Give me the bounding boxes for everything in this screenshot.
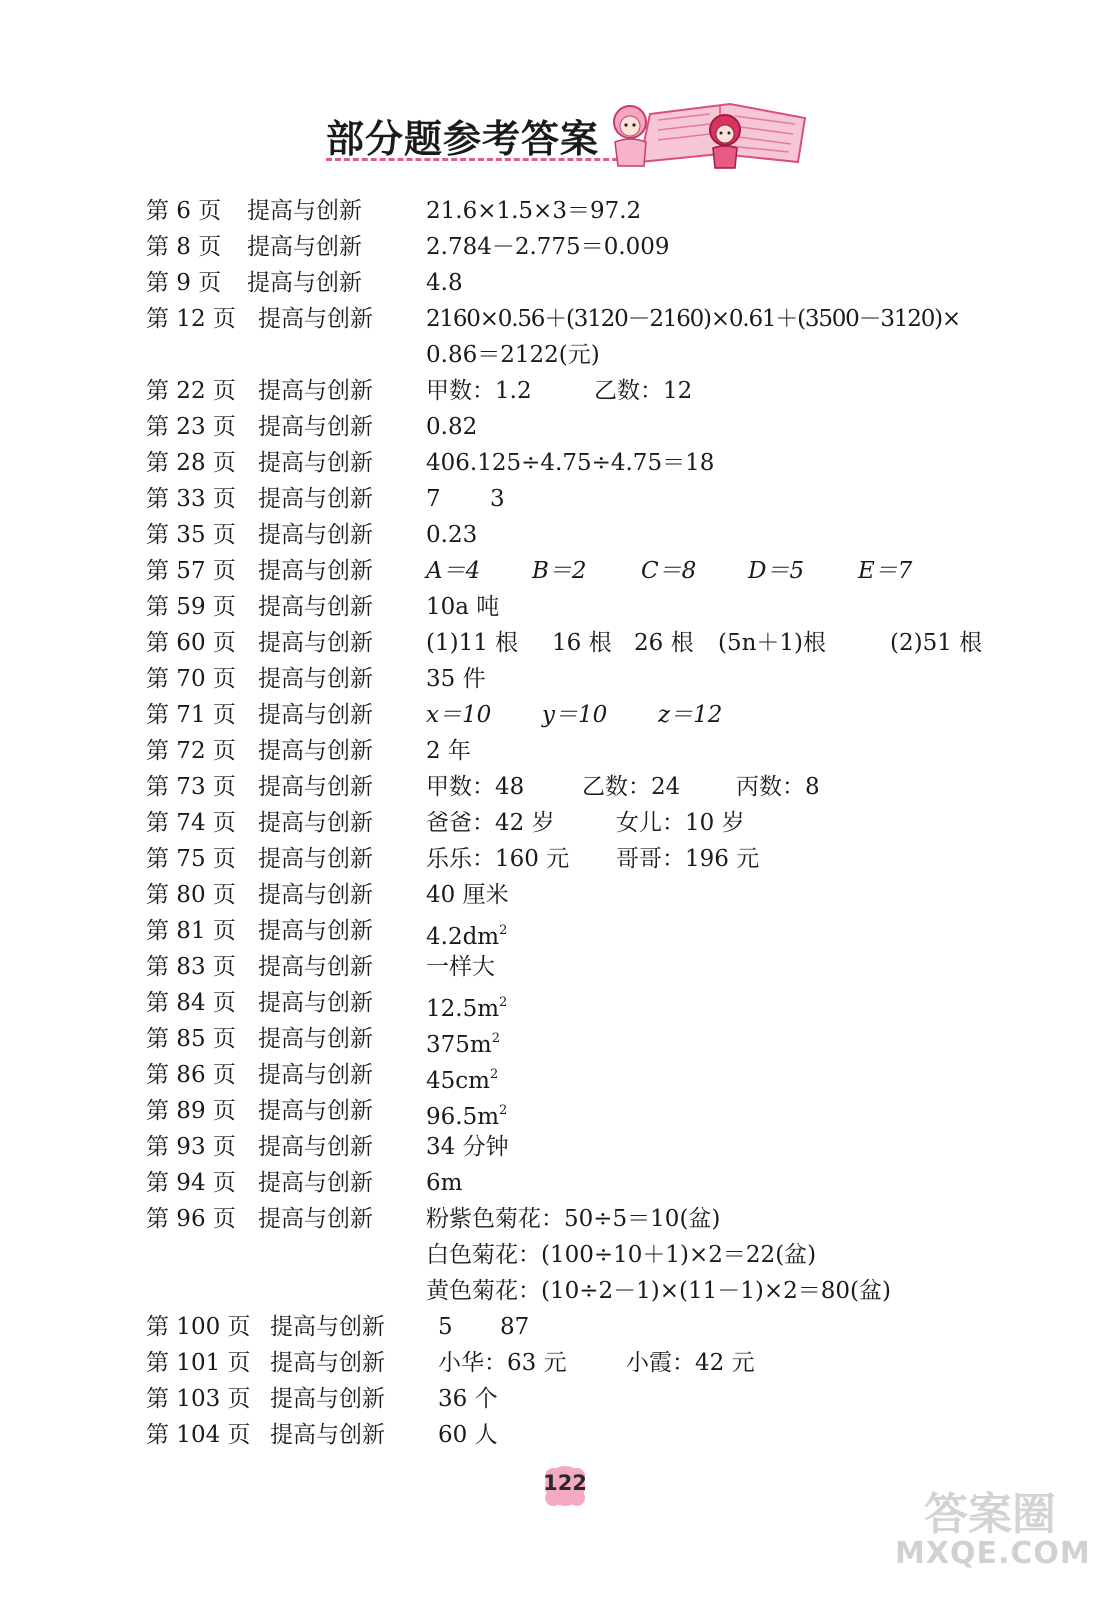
entry-answer: $45cm^2$ bbox=[426, 1067, 499, 1094]
entry-label: 提高与创新 bbox=[247, 270, 362, 296]
entry-answer: 爸爸：42 岁 女儿：10 岁 bbox=[426, 810, 745, 836]
entry-label: 提高与创新 bbox=[258, 918, 373, 944]
entry-answer: 白色菊花：(100÷10＋1)×2＝22(盆) bbox=[426, 1242, 817, 1268]
entry-answer: 6m bbox=[426, 1170, 463, 1196]
entry-page: 第 12 页 bbox=[146, 306, 236, 332]
entry-page: 第 72 页 bbox=[146, 738, 236, 764]
entry-label: 提高与创新 bbox=[258, 666, 373, 692]
watermark-logo: 答案圈 bbox=[924, 1489, 1056, 1540]
entry-answer: $96.5m^2$ bbox=[426, 1103, 508, 1130]
entry-label: 提高与创新 bbox=[258, 1170, 373, 1196]
entry-label: 提高与创新 bbox=[258, 1134, 373, 1160]
entry-label: 提高与创新 bbox=[258, 1206, 373, 1232]
entry-page: 第 81 页 bbox=[146, 918, 236, 944]
entry-answer: 0.82 bbox=[426, 414, 478, 440]
entry-label: 提高与创新 bbox=[258, 774, 373, 800]
entry-page: 第 9 页 bbox=[146, 270, 222, 296]
entry-page: 第 86 页 bbox=[146, 1062, 236, 1088]
entry-answer: $12.5m^2$ bbox=[426, 995, 508, 1022]
title-underline bbox=[326, 158, 636, 161]
entry-page: 第 6 页 bbox=[146, 198, 222, 224]
entry-page: 第 35 页 bbox=[146, 522, 236, 548]
entry-answer: $375m^2$ bbox=[426, 1031, 500, 1058]
entry-label: 提高与创新 bbox=[258, 378, 373, 404]
watermark bbox=[895, 1478, 1091, 1588]
page-number: 122 bbox=[543, 1471, 587, 1495]
entry-label: 提高与创新 bbox=[270, 1350, 385, 1376]
reading-kids-illustration bbox=[610, 96, 810, 176]
entry-label: 提高与创新 bbox=[270, 1314, 385, 1340]
entry-page: 第 28 页 bbox=[146, 450, 236, 476]
entry-answer: 一样大 bbox=[426, 954, 495, 980]
entry-answer: 406.125÷4.75÷4.75＝18 bbox=[426, 450, 715, 476]
entry-answer: 35 件 bbox=[426, 666, 486, 692]
title-banner bbox=[320, 96, 820, 176]
entry-page: 第 80 页 bbox=[146, 882, 236, 908]
entry-page: 第 73 页 bbox=[146, 774, 236, 800]
entry-page: 第 104 页 bbox=[146, 1422, 251, 1448]
entry-answer: 34 分钟 bbox=[426, 1134, 509, 1160]
entry-label: 提高与创新 bbox=[258, 630, 373, 656]
entry-answer: 4.8 bbox=[426, 270, 463, 296]
entry-label: 提高与创新 bbox=[258, 738, 373, 764]
entry-answer: 黄色菊花：(10÷2－1)×(11－1)×2＝80(盆) bbox=[426, 1278, 891, 1304]
entry-answer: 0.23 bbox=[426, 522, 478, 548]
entry-page: 第 83 页 bbox=[146, 954, 236, 980]
entry-answer: 21.6×1.5×3＝97.2 bbox=[426, 198, 642, 224]
entry-page: 第 101 页 bbox=[146, 1350, 251, 1376]
entry-answer: 0.86＝2122(元) bbox=[426, 342, 600, 368]
entry-page: 第 103 页 bbox=[146, 1386, 251, 1412]
entry-label: 提高与创新 bbox=[258, 882, 373, 908]
entry-answer: 2 年 bbox=[426, 738, 471, 764]
entry-page: 第 22 页 bbox=[146, 378, 236, 404]
entry-answer: 7 3 bbox=[426, 486, 505, 512]
entry-label: 提高与创新 bbox=[258, 1062, 373, 1088]
entry-label: 提高与创新 bbox=[258, 306, 373, 332]
entry-answer: 36 个 bbox=[438, 1386, 498, 1412]
entry-answer: 10a 吨 bbox=[426, 594, 500, 620]
entry-label: 提高与创新 bbox=[270, 1422, 385, 1448]
entry-label: 提高与创新 bbox=[258, 1098, 373, 1124]
entry-page: 第 75 页 bbox=[146, 846, 236, 872]
entry-label: 提高与创新 bbox=[258, 810, 373, 836]
entry-page: 第 71 页 bbox=[146, 702, 236, 728]
entry-label: 提高与创新 bbox=[270, 1386, 385, 1412]
entry-label: 提高与创新 bbox=[258, 486, 373, 512]
entry-answer: x＝10 y＝10 z＝12 bbox=[426, 702, 723, 728]
entry-page: 第 33 页 bbox=[146, 486, 236, 512]
entry-page: 第 89 页 bbox=[146, 1098, 236, 1124]
entry-answer: 甲数：1.2 乙数：12 bbox=[426, 378, 693, 404]
entry-label: 提高与创新 bbox=[258, 1026, 373, 1052]
entry-label: 提高与创新 bbox=[258, 558, 373, 584]
entry-answer: $4.2dm^2$ bbox=[426, 923, 508, 950]
entry-label: 提高与创新 bbox=[258, 594, 373, 620]
entry-page: 第 96 页 bbox=[146, 1206, 236, 1232]
entry-label: 提高与创新 bbox=[258, 990, 373, 1016]
entry-answer: (1)11 根 16 根 26 根 (5n＋1)根 (2)51 根 bbox=[426, 630, 983, 656]
entry-answer: 60 人 bbox=[438, 1422, 498, 1448]
page-number-badge bbox=[541, 1462, 589, 1510]
entry-label: 提高与创新 bbox=[258, 450, 373, 476]
entry-answer: 粉紫色菊花：50÷5＝10(盆) bbox=[426, 1206, 721, 1232]
entry-answer: 5 87 bbox=[438, 1314, 530, 1340]
entry-label: 提高与创新 bbox=[258, 846, 373, 872]
entry-label: 提高与创新 bbox=[258, 522, 373, 548]
entry-label: 提高与创新 bbox=[258, 954, 373, 980]
entry-page: 第 74 页 bbox=[146, 810, 236, 836]
entry-page: 第 23 页 bbox=[146, 414, 236, 440]
entry-label: 提高与创新 bbox=[247, 234, 362, 260]
entry-answer: 40 厘米 bbox=[426, 882, 509, 908]
entry-page: 第 94 页 bbox=[146, 1170, 236, 1196]
entry-label: 提高与创新 bbox=[258, 414, 373, 440]
watermark-url: MXQE.COM bbox=[895, 1536, 1091, 1571]
entry-page: 第 85 页 bbox=[146, 1026, 236, 1052]
page-title: 部分题参考答案 bbox=[326, 117, 600, 161]
entry-answer: 小华：63 元 小霞：42 元 bbox=[438, 1350, 755, 1376]
entry-answer: 甲数：48 乙数：24 丙数：8 bbox=[426, 774, 820, 800]
entry-page: 第 59 页 bbox=[146, 594, 236, 620]
entry-answer: 2160×0.56＋(3120－2160)×0.61＋(3500－3120)× bbox=[426, 306, 960, 332]
entry-label: 提高与创新 bbox=[258, 702, 373, 728]
entry-page: 第 100 页 bbox=[146, 1314, 251, 1340]
entry-answer: 2.784－2.775＝0.009 bbox=[426, 234, 670, 260]
entry-answer: A＝4 B＝2 C＝8 D＝5 E＝7 bbox=[426, 558, 913, 584]
entry-page: 第 70 页 bbox=[146, 666, 236, 692]
entry-page: 第 84 页 bbox=[146, 990, 236, 1016]
entry-page: 第 57 页 bbox=[146, 558, 236, 584]
entry-answer: 乐乐：160 元 哥哥：196 元 bbox=[426, 846, 760, 872]
entry-page: 第 93 页 bbox=[146, 1134, 236, 1160]
entry-label: 提高与创新 bbox=[247, 198, 362, 224]
entry-page: 第 8 页 bbox=[146, 234, 222, 260]
entry-page: 第 60 页 bbox=[146, 630, 236, 656]
